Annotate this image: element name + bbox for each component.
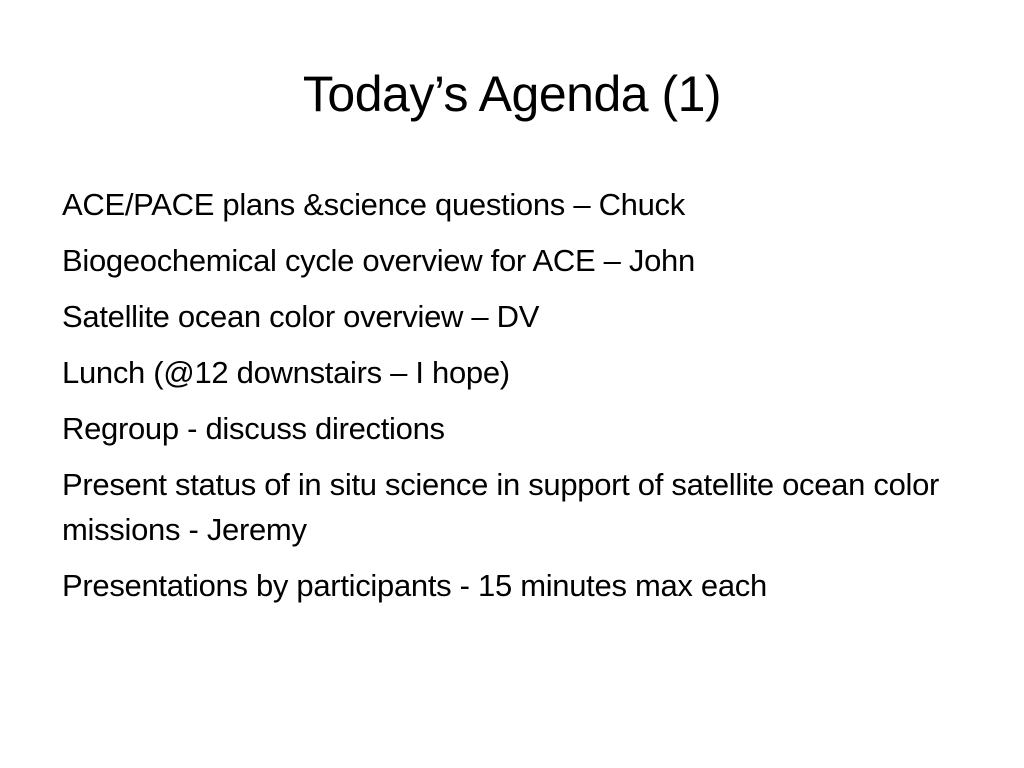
agenda-item: ACE/PACE plans &science questions – Chuck xyxy=(62,187,685,222)
agenda-item: Biogeochemical cycle overview for ACE – John xyxy=(62,243,695,278)
agenda-item: Lunch (@12 downstairs – I hope) xyxy=(62,355,510,390)
agenda-list xyxy=(62,182,942,619)
agenda-item: Regroup - discuss directions xyxy=(62,411,445,446)
agenda-item: Satellite ocean color overview – DV xyxy=(62,299,540,334)
agenda-item: Present status of in situ science in support of satellite ocean color missions - Jeremy xyxy=(62,467,940,547)
agenda-item: Presentations by participants - 15 minutes max each xyxy=(62,568,767,603)
slide-title: Today’s Agenda (1) xyxy=(302,66,722,122)
